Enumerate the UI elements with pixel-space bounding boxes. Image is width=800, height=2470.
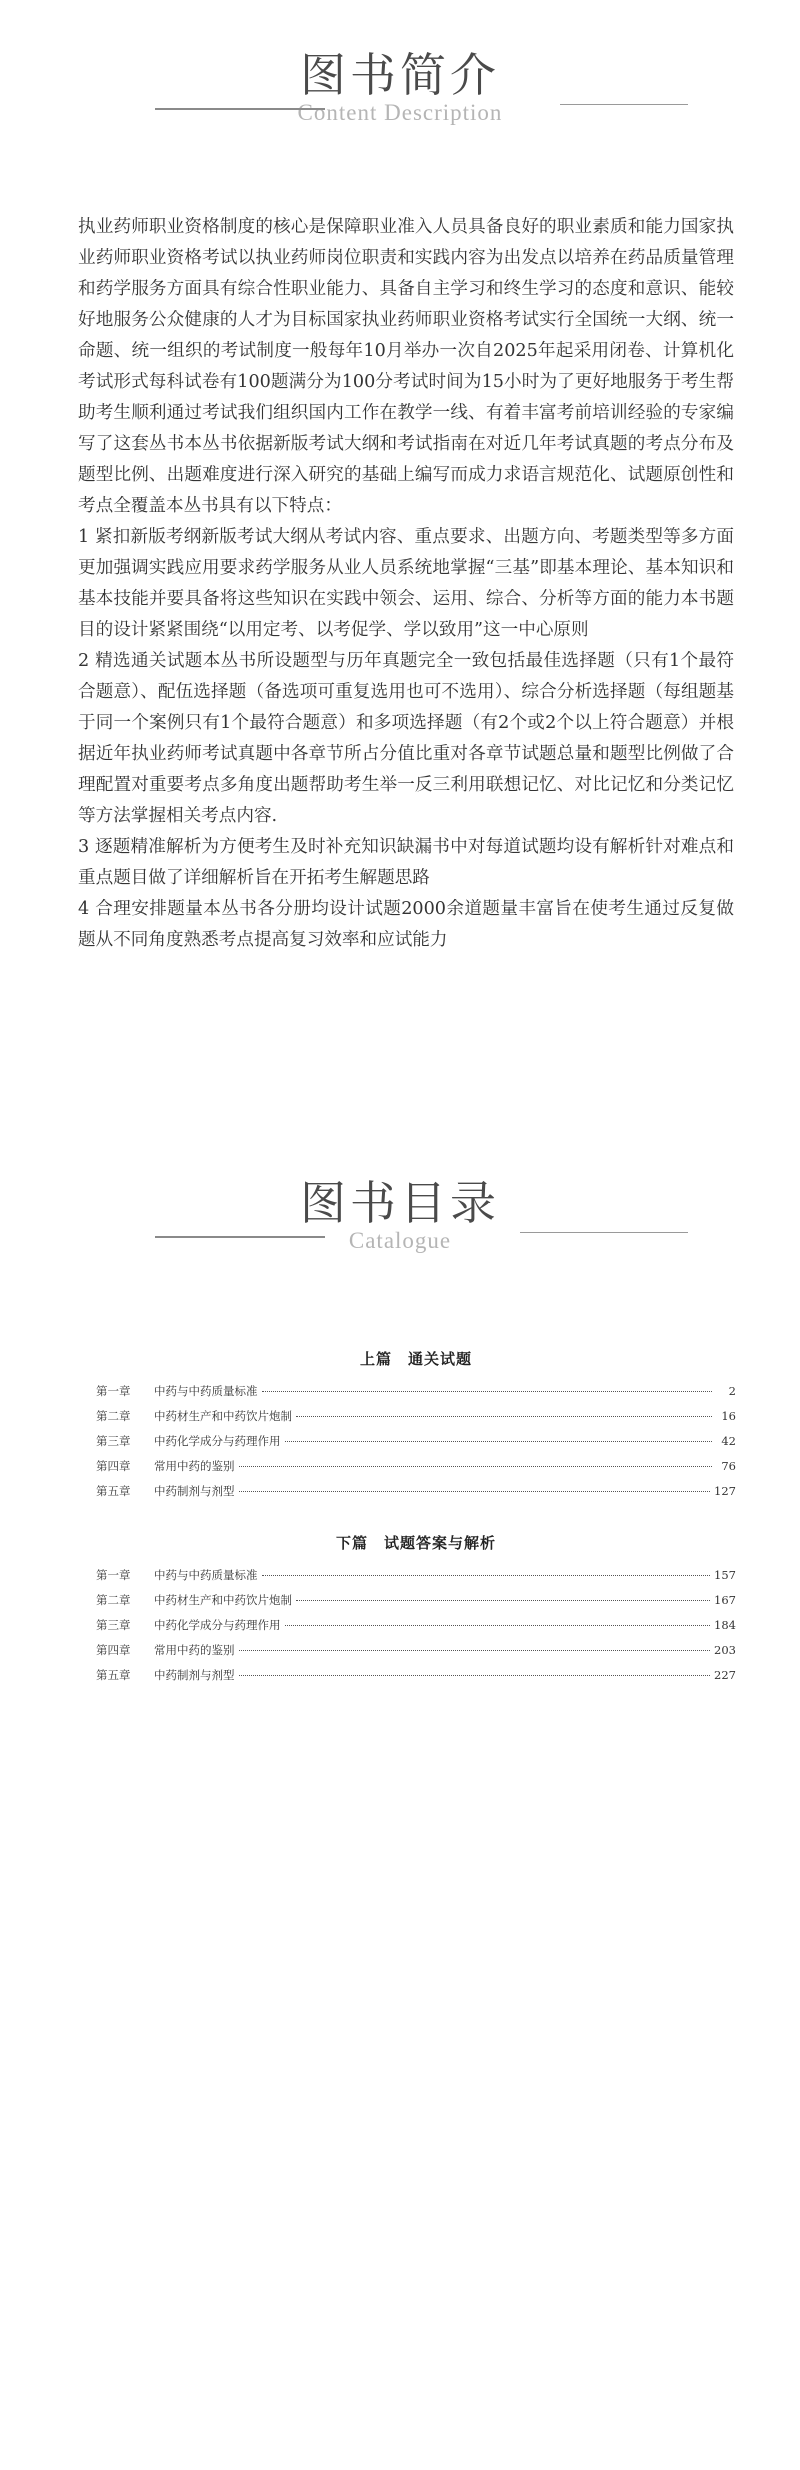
chapter-number: 第四章 [96,1643,131,1657]
catalogue-header [0,1176,800,1254]
catalogue-rule-right [520,1232,688,1233]
chapter-number: 第五章 [96,1668,131,1682]
page-number: 16 [721,1409,736,1423]
chapter-number: 第一章 [96,1568,131,1582]
feature-paragraph-1: 1 紧扣新版考纲新版考试大纲从考试内容、重点要求、出题方向、考题类型等多方面更加强调实践应用要求药学服务从业人员系统地掌握“三基”即基本理论、基本知识和基本技能并要具备将这些知识在实践中领会、运用、综合、分析等方面的能力本书题目的设计紧紧围绕“以用定考、以考促学、学以致用”这一中心原则 [78,527,734,640]
toc-row[interactable] [96,1483,736,1508]
page-number: 157 [714,1568,736,1582]
page-number: 2 [728,1384,736,1398]
intro-body [78,212,734,956]
leader-dots [239,1466,713,1467]
page-number: 167 [714,1593,736,1607]
feature-paragraph-2: 2 精选通关试题本丛书所设题型与历年真题完全一致包括最佳选择题（只有1个最符合题意）、配伍选择题（备选项可重复选用也可不选用）、综合分析选择题（每组题基于同一个案例只有1个最符合题意）和多项选择题（有2个或2个以上符合题意）并根据近年执业药师考试真题中各章节所占分值比重对各章节试题总量和题型比例做了合理配置对重要考点多角度出题帮助考生举一反三利用联想记忆、对比记忆和分类记忆等方法掌握相关考点内容. [78,651,734,826]
catalogue-title: 图书目录 [300,1176,500,1230]
chapter-title: 中药制剂与剂型 [154,1668,235,1682]
toc-row[interactable] [96,1617,736,1642]
page-number: 184 [714,1618,736,1632]
chapter-title: 中药与中药质量标准 [154,1568,258,1582]
chapter-title: 中药与中药质量标准 [154,1384,258,1398]
leader-dots [296,1416,712,1417]
intro-paragraph: 执业药师职业资格制度的核心是保障职业准入人员具备良好的职业素质和能力国家执业药师职业资格考试以执业药师岗位职责和实践内容为出发点以培养在药品质量管理和药学服务方面具有综合性职业能力、具备自主学习和终生学习的态度和意识、能较好地服务公众健康的人才为目标国家执业药师职业资格考试实行全国统一大纲、统一命题、统一组织的考试制度一般每年10月举办一次自2025年起采用闭卷、计算机化考试形式每科试卷有100题满分为100分考试时间为15小时为了更好地服务于考生帮助考生顺利通过考试我们组织国内工作在教学一线、有着丰富考前培训经验的专家编写了这套丛书本丛书依据新版考试大纲和考试指南在对近几年考试真题的考点分布及题型比例、出题难度进行深入研究的基础上编写而成力求语言规范化、试题原创性和考点全覆盖本丛书具有以下特点： [78,217,734,516]
page-number: 203 [714,1643,736,1657]
toc-row[interactable] [96,1458,736,1483]
intro-title: 图书简介 [300,48,500,102]
chapter-title: 中药化学成分与药理作用 [154,1618,281,1632]
header-rule-right [560,104,688,105]
toc-row[interactable] [96,1642,736,1667]
chapter-title: 中药材生产和中药饮片炮制 [154,1593,292,1607]
catalogue-subtitle: Catalogue [348,1228,452,1253]
leader-dots [239,1675,711,1676]
chapter-number: 第一章 [96,1384,131,1398]
toc-row[interactable] [96,1567,736,1592]
chapter-title: 中药制剂与剂型 [154,1484,235,1498]
toc-row[interactable] [96,1408,736,1433]
toc-row[interactable] [96,1667,736,1692]
page-number: 76 [721,1459,736,1473]
feature-paragraph-3: 3 逐题精准解析为方便考生及时补充知识缺漏书中对每道试题均设有解析针对难点和重点题目做了详细解析旨在开拓考生解题思路 [78,837,734,888]
chapter-number: 第五章 [96,1484,131,1498]
chapter-title: 中药化学成分与药理作用 [154,1434,281,1448]
header-rule-left [155,108,325,110]
page-number: 127 [714,1484,736,1498]
leader-dots [262,1391,713,1392]
chapter-number: 第二章 [96,1409,131,1423]
leader-dots [285,1625,711,1626]
toc-row[interactable] [96,1433,736,1458]
toc-part-2 [96,1532,736,1692]
leader-dots [296,1600,710,1601]
leader-dots [239,1650,711,1651]
intro-subtitle: Content Description [297,100,503,125]
chapter-title: 常用中药的鉴别 [154,1643,235,1657]
toc-part-title: 上篇 通关试题 [359,1350,472,1368]
chapter-title: 中药材生产和中药饮片炮制 [154,1409,292,1423]
page-number: 42 [721,1434,736,1448]
intro-header [0,48,800,126]
chapter-number: 第二章 [96,1593,131,1607]
leader-dots [239,1491,711,1492]
page-number: 227 [714,1668,736,1682]
feature-paragraph-4: 4 合理安排题量本丛书各分册均设计试题2000余道题量丰富旨在使考生通过反复做题从不同角度熟悉考点提高复习效率和应试能力 [78,899,734,950]
leader-dots [285,1441,713,1442]
toc-row[interactable] [96,1383,736,1408]
toc-part-title: 下篇 试题答案与解析 [335,1534,496,1552]
toc-part-1 [96,1348,736,1508]
catalogue-rule-left [155,1236,325,1238]
chapter-number: 第四章 [96,1459,131,1473]
chapter-number: 第三章 [96,1618,131,1632]
toc-row[interactable] [96,1592,736,1617]
chapter-number: 第三章 [96,1434,131,1448]
chapter-title: 常用中药的鉴别 [154,1459,235,1473]
leader-dots [262,1575,711,1576]
